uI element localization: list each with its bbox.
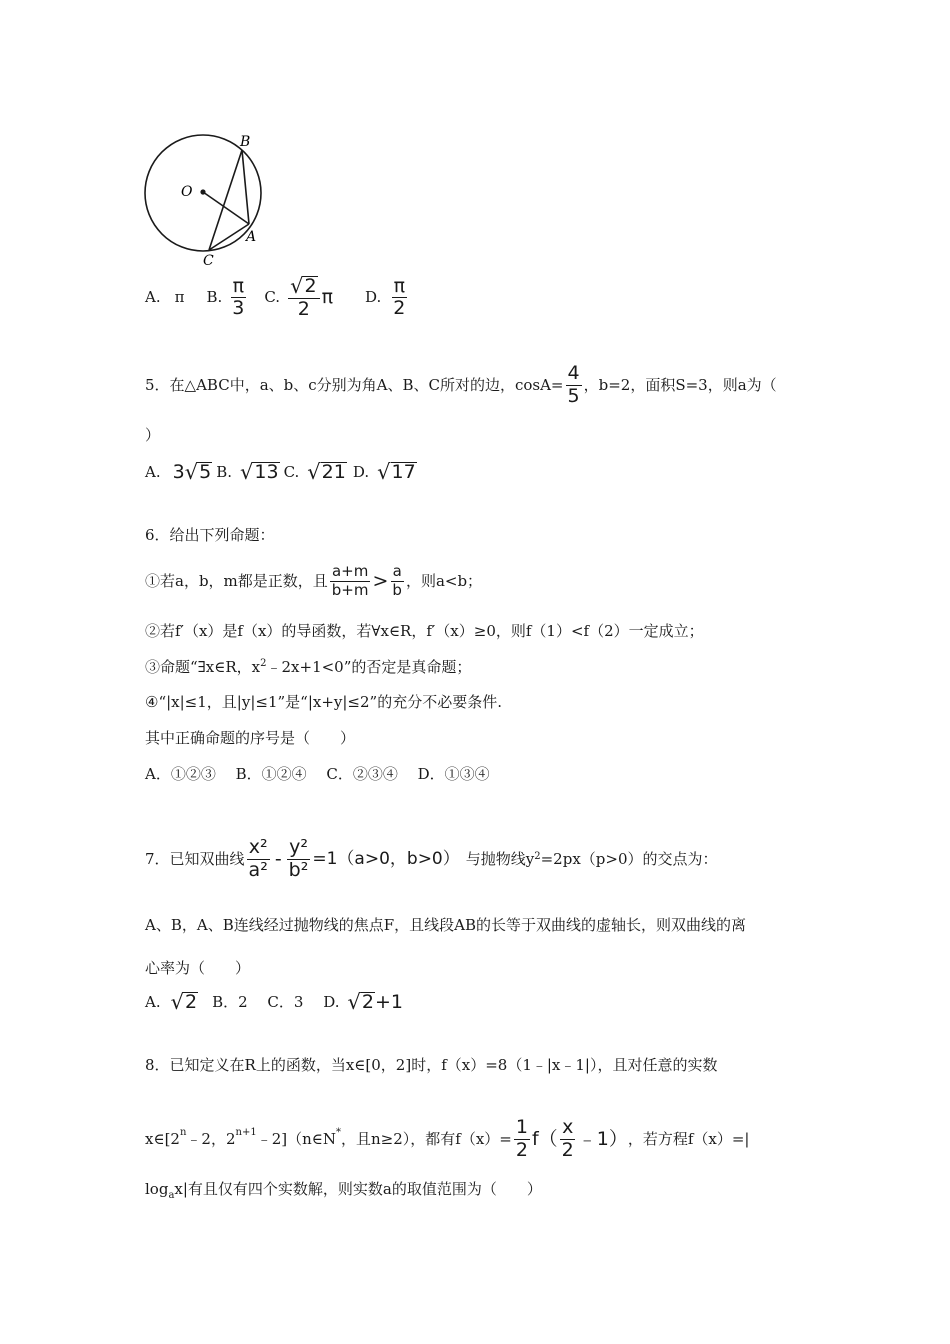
q6-p3-post: ﹣2x+1<0”的否定是真命题； bbox=[266, 658, 472, 676]
fraction-numerator: 4 bbox=[567, 362, 580, 384]
q6-proposition-3 bbox=[145, 659, 471, 675]
q7-superscript: 2 bbox=[534, 851, 541, 862]
q7-option-d-post: +1 bbox=[374, 991, 403, 1013]
q7-options bbox=[145, 992, 403, 1013]
q5-option-a-label: A. bbox=[145, 463, 161, 481]
q5-stem bbox=[145, 364, 777, 407]
q7-condition: =1（a>0，b>0） bbox=[312, 848, 460, 869]
q4-option-a-label: A. bbox=[145, 288, 161, 307]
q7-stem-pre: 7．已知双曲线 bbox=[145, 849, 245, 868]
fraction-numerator: 1 bbox=[515, 1116, 528, 1138]
fraction-numerator: x² bbox=[248, 836, 268, 858]
q5-option-a-sqrt bbox=[185, 462, 212, 483]
circle-geometry-figure bbox=[135, 128, 275, 273]
label-C: C bbox=[203, 253, 214, 269]
q6-proposition-4: ④“|x|≤1，且|y|≤1”是“|x+y|≤2”的充分不必要条件. bbox=[145, 693, 502, 711]
q6-p1-fraction-2 bbox=[390, 564, 404, 599]
q5-option-d-label: D. bbox=[352, 463, 370, 481]
q4-option-d-label: D. bbox=[365, 288, 382, 307]
q8-l2-c: ﹣2]（n∈N bbox=[256, 1129, 336, 1148]
q5-option-b-label: B. bbox=[216, 463, 232, 481]
radicand: 2 bbox=[361, 991, 374, 1013]
q8-l2-superscript-3: * bbox=[336, 1127, 341, 1138]
fraction-denominator: 5 bbox=[567, 384, 580, 407]
fraction-denominator: 3 bbox=[232, 297, 245, 320]
radicand: 21 bbox=[321, 461, 346, 483]
q7-stem-mid: 与抛物线y bbox=[465, 849, 535, 868]
label-A: A bbox=[246, 229, 257, 245]
label-B: B bbox=[240, 134, 251, 150]
fraction-numerator bbox=[288, 276, 319, 299]
q7-line-3: 心率为（ ） bbox=[145, 959, 251, 977]
fraction-denominator: 2 bbox=[297, 298, 310, 320]
fraction-denominator: a² bbox=[248, 858, 268, 881]
q8-x-half-fraction bbox=[560, 1118, 576, 1161]
radical-icon: √ bbox=[184, 460, 199, 484]
radicand: 13 bbox=[254, 461, 279, 483]
radicand: 2 bbox=[185, 991, 198, 1013]
q5-option-a-coef: 3 bbox=[172, 461, 185, 483]
radicand: 2 bbox=[304, 275, 317, 297]
q8-half-fraction bbox=[514, 1118, 530, 1161]
fraction-denominator: b+m bbox=[331, 580, 369, 599]
q6-proposition-1 bbox=[145, 564, 482, 599]
q7-option-d-sqrt bbox=[347, 992, 374, 1013]
q6-p1-pre: ①若a，b，m都是正数，且 bbox=[145, 571, 328, 590]
q7-option-a-sqrt bbox=[171, 992, 198, 1013]
q7-stem-post: =2px（p>0）的交点为： bbox=[540, 849, 718, 868]
q8-l2-d: ，且n≥2），都有f（x）= bbox=[341, 1129, 512, 1148]
q4-option-c-pi: π bbox=[321, 286, 334, 309]
q4-options bbox=[145, 276, 409, 320]
fraction-denominator: 2 bbox=[561, 1138, 574, 1161]
radical-icon: √ bbox=[170, 990, 184, 1014]
q7-fraction-x bbox=[247, 838, 270, 881]
q5-option-c-sqrt bbox=[307, 462, 347, 483]
radicand: 17 bbox=[391, 461, 416, 483]
q6-ask: 其中正确命题的序号是（ ） bbox=[145, 729, 356, 747]
fraction-denominator: b² bbox=[288, 858, 309, 881]
radical-icon: √ bbox=[307, 460, 321, 484]
q6-p3-superscript: 2 bbox=[260, 658, 267, 669]
label-O: O bbox=[181, 184, 193, 200]
q7-fraction-y bbox=[287, 838, 311, 881]
q4-option-d-fraction bbox=[391, 274, 407, 320]
q5-option-c-label: C. bbox=[283, 463, 300, 481]
q7-options-mid: B．2 C．3 D. bbox=[212, 993, 340, 1011]
q6-p1-fraction-1 bbox=[330, 564, 371, 599]
q8-line-2 bbox=[145, 1118, 749, 1161]
q8-l2-superscript-2: n+1 bbox=[235, 1127, 257, 1138]
q8-f-post: ﹣1） bbox=[577, 1127, 628, 1150]
segment-CA bbox=[209, 224, 249, 250]
q4-option-a-value: π bbox=[174, 288, 185, 307]
q4-option-c-fraction bbox=[288, 276, 319, 320]
fraction-numerator: π bbox=[393, 274, 406, 297]
q8-l2-b: ﹣2，2 bbox=[186, 1129, 236, 1148]
fraction-numerator: a bbox=[392, 562, 402, 580]
center-point bbox=[200, 189, 205, 194]
q8-l2-superscript-1: n bbox=[179, 1127, 187, 1138]
q7-option-a-label: A. bbox=[145, 993, 161, 1011]
fraction-denominator: 2 bbox=[393, 297, 406, 320]
fraction-denominator: 2 bbox=[515, 1138, 528, 1161]
q6-proposition-2: ②若f′（x）是f（x）的导函数，若∀x∈R，f′（x）≥0，则f（1）<f（2）一定成立； bbox=[145, 622, 704, 640]
q6-stem: 6．给出下列命题： bbox=[145, 526, 275, 544]
q8-f-pre: f（ bbox=[531, 1127, 558, 1150]
q5-stem-post: ，b=2，面积S=3，则a为（ bbox=[583, 375, 777, 394]
q8-l2-e: ，若方程f（x）=| bbox=[627, 1129, 750, 1148]
q8-l3-a: log bbox=[145, 1180, 169, 1198]
q5-options bbox=[145, 462, 417, 483]
q7-minus: - bbox=[274, 847, 282, 870]
q6-p1-greater-than: > bbox=[372, 569, 389, 592]
q5-cos-fraction bbox=[566, 364, 582, 407]
q4-option-c-label: C. bbox=[264, 288, 281, 307]
radical-icon: √ bbox=[377, 460, 391, 484]
radicand: 5 bbox=[199, 461, 212, 483]
q4-option-b-fraction bbox=[230, 274, 246, 320]
q8-l2-a: x∈[2 bbox=[145, 1129, 180, 1148]
q7-line-2: A、B，A、B连线经过抛物线的焦点F，且线段AB的长等于双曲线的虚轴长，则双曲线的离 bbox=[145, 916, 746, 934]
segment-BA bbox=[242, 150, 249, 224]
q8-l3-b: x|有且仅有四个实数解，则实数a的取值范围为（ ） bbox=[174, 1180, 542, 1198]
fraction-numerator: y² bbox=[289, 836, 308, 858]
q6-options: A．①②③ B．①②④ C．②③④ D．①③④ bbox=[145, 765, 490, 783]
q7-stem bbox=[145, 838, 718, 881]
radical-icon: √ bbox=[347, 990, 361, 1014]
q5-stem-pre: 5．在△ABC中，a、b、c分别为角A、B、C所对的边，cosA= bbox=[145, 375, 564, 394]
q8-l3-subscript: a bbox=[168, 1190, 175, 1201]
q6-p1-post: ，则a<b； bbox=[405, 571, 483, 590]
q5-option-d-sqrt bbox=[377, 462, 417, 483]
q6-p3-pre: ③命题“∃x∈R，x bbox=[145, 658, 261, 676]
radical-icon: √ bbox=[290, 274, 304, 298]
q8-line-3 bbox=[145, 1182, 542, 1201]
radical-icon: √ bbox=[239, 460, 254, 484]
q4-option-b-label: B. bbox=[206, 288, 223, 307]
fraction-numerator: π bbox=[232, 274, 245, 297]
q5-stem-close: ） bbox=[145, 426, 161, 444]
q5-option-b-sqrt bbox=[240, 462, 280, 483]
fraction-numerator: x bbox=[562, 1116, 574, 1138]
fraction-numerator: a+m bbox=[331, 562, 369, 580]
q8-line-1: 8．已知定义在R上的函数，当x∈[0，2]时，f（x）=8（1﹣|x﹣1|），且对任意的实数 bbox=[145, 1056, 718, 1074]
fraction-denominator: b bbox=[392, 580, 402, 599]
